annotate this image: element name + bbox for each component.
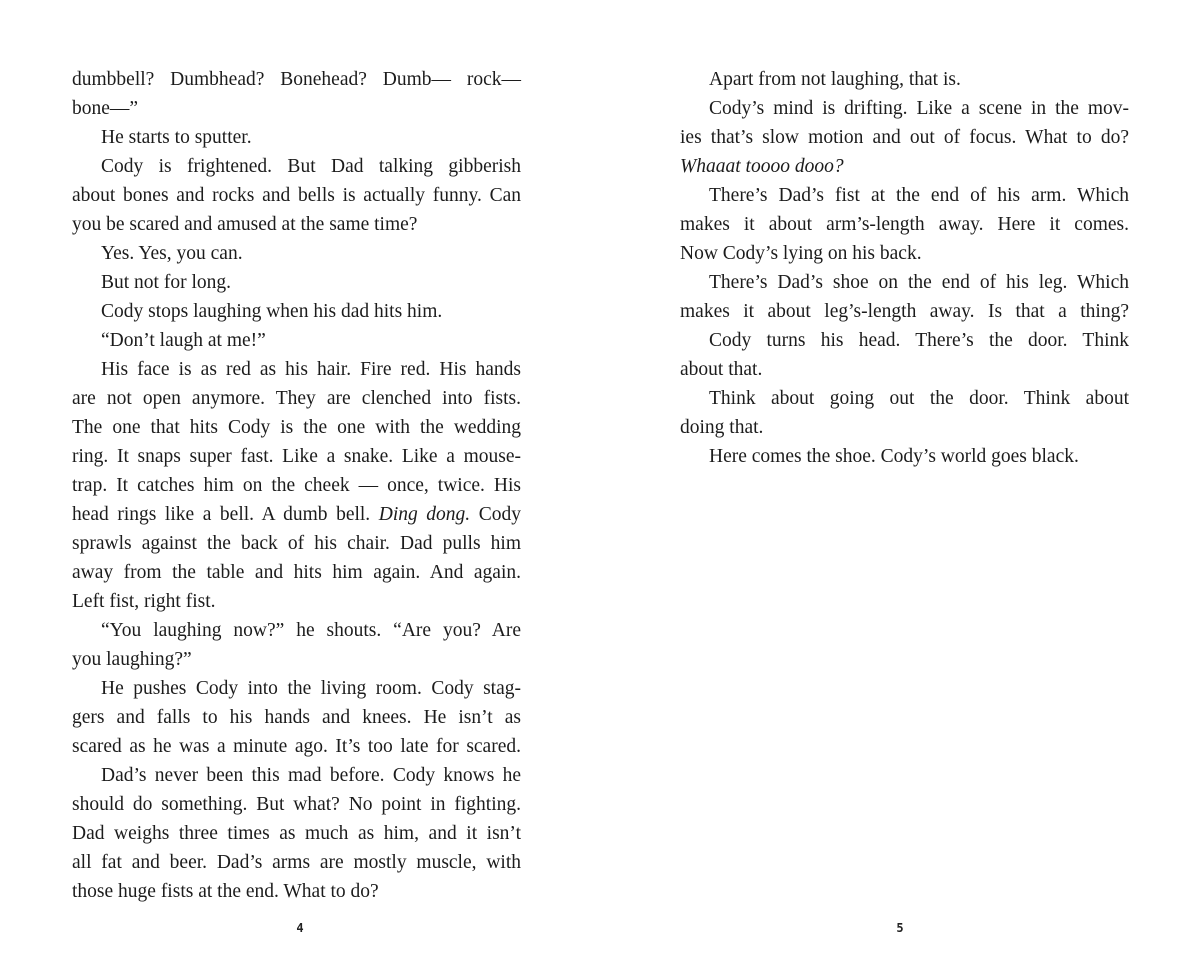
- line-text: dumbbell? Dumbhead? Bonehead? Dumb— rock—: [72, 69, 521, 90]
- text-line: [72, 239, 521, 268]
- text-line: [680, 239, 1129, 268]
- text-line: [680, 384, 1129, 413]
- right-page: [680, 65, 1129, 471]
- line-text: gers and falls to his hands and knees. He isn’t as: [72, 707, 521, 728]
- line-text: scared as he was a minute ago. It’s too late for scared.: [72, 736, 521, 757]
- line-text: The one that hits Cody is the one with the wedding: [72, 417, 521, 438]
- text-line: [680, 210, 1129, 239]
- line-text: There’s Dad’s shoe on the end of his leg. Which: [709, 272, 1129, 293]
- text-line: [680, 181, 1129, 210]
- text-line: [72, 761, 521, 790]
- italic-text: Ding dong.: [378, 504, 471, 525]
- page-number-right: 5: [896, 921, 904, 935]
- text-line: [72, 645, 521, 674]
- text-line: [72, 65, 521, 94]
- line-text: bone—”: [72, 98, 139, 119]
- line-text: Cody’s mind is drifting. Like a scene in the mov-: [709, 98, 1129, 119]
- text-line: [72, 732, 521, 761]
- line-text: His face is as red as his hair. Fire red. His hands: [101, 359, 521, 380]
- text-line: [680, 297, 1129, 326]
- text-line: [72, 268, 521, 297]
- text-line: [72, 123, 521, 152]
- line-text: those huge fists at the end. What to do?: [72, 881, 379, 902]
- text-line: [72, 384, 521, 413]
- line-text: Yes. Yes, you can.: [101, 243, 243, 264]
- text-line: [680, 413, 1129, 442]
- text-line: [680, 326, 1129, 355]
- line-text: away from the table and hits him again. And again.: [72, 562, 521, 583]
- line-text: are not open anymore. They are clenched into fists.: [72, 388, 521, 409]
- text-line: [680, 94, 1129, 123]
- text-line: [72, 587, 521, 616]
- italic-text: Whaaat toooo dooo?: [680, 156, 844, 177]
- line-text: Dad weighs three times as much as him, and it isn’t: [72, 823, 521, 844]
- line-text: Apart from not laughing, that is.: [709, 69, 961, 90]
- line-text: Think about going out the door. Think about: [709, 388, 1129, 409]
- text-line: [72, 442, 521, 471]
- line-text: makes it about arm’s-length away. Here it comes.: [680, 214, 1129, 235]
- line-text: There’s Dad’s fist at the end of his arm. Which: [709, 185, 1129, 206]
- text-line: [72, 848, 521, 877]
- line-text: you be scared and amused at the same time?: [72, 214, 418, 235]
- line-text: all fat and beer. Dad’s arms are mostly muscle, with: [72, 852, 521, 873]
- page-number-left: 4: [296, 921, 304, 935]
- line-text: Left fist, right fist.: [72, 591, 216, 612]
- line-text: makes it about leg’s-length away. Is that a thing?: [680, 301, 1129, 322]
- text-line: [72, 674, 521, 703]
- text-line: [72, 181, 521, 210]
- line-text: “You laughing now?” he shouts. “Are you? Are: [101, 620, 521, 641]
- text-line: [72, 152, 521, 181]
- line-text: He pushes Cody into the living room. Cody stag-: [101, 678, 521, 699]
- line-text: Cody turns his head. There’s the door. Think: [709, 330, 1129, 351]
- text-line: [680, 268, 1129, 297]
- line-text: doing that.: [680, 417, 764, 438]
- line-text: Dad’s never been this mad before. Cody knows he: [101, 765, 521, 786]
- line-text: ies that’s slow motion and out of focus. What to do?: [680, 127, 1129, 148]
- line-text: head rings like a bell. A dumb bell.: [72, 504, 379, 525]
- text-line: [680, 123, 1129, 152]
- text-line: [72, 413, 521, 442]
- line-text: you laughing?”: [72, 649, 192, 670]
- line-text: should do something. But what? No point in fighting.: [72, 794, 521, 815]
- line-text: about bones and rocks and bells is actually funny. Can: [72, 185, 521, 206]
- text-line: [680, 152, 1129, 181]
- text-line: [72, 529, 521, 558]
- text-line: [680, 355, 1129, 384]
- text-line: [680, 442, 1129, 471]
- line-text: He starts to sputter.: [101, 127, 252, 148]
- line-text: sprawls against the back of his chair. Dad pulls him: [72, 533, 521, 554]
- line-text: Cody is frightened. But Dad talking gibberish: [101, 156, 521, 177]
- text-line: [72, 471, 521, 500]
- text-line: [72, 326, 521, 355]
- text-line: [72, 297, 521, 326]
- text-line: [72, 500, 521, 529]
- line-text: Now Cody’s lying on his back.: [680, 243, 922, 264]
- line-text: Cody stops laughing when his dad hits him.: [101, 301, 443, 322]
- text-line: [72, 703, 521, 732]
- text-line: [72, 94, 521, 123]
- text-line: [72, 790, 521, 819]
- text-line: [72, 616, 521, 645]
- text-line: [72, 558, 521, 587]
- text-line: [680, 65, 1129, 94]
- line-text: But not for long.: [101, 272, 231, 293]
- left-page-text: [72, 65, 521, 906]
- text-line: [72, 819, 521, 848]
- text-line: [72, 877, 521, 906]
- line-text: ring. It snaps super fast. Like a snake. Like a mouse-: [72, 446, 521, 467]
- right-page-text: [680, 65, 1129, 471]
- line-text: Cody: [470, 504, 522, 525]
- left-page: [72, 65, 521, 906]
- text-line: [72, 210, 521, 239]
- line-text: trap. It catches him on the cheek — once, twice. His: [72, 475, 521, 496]
- line-text: Here comes the shoe. Cody’s world goes black.: [709, 446, 1079, 467]
- text-line: [72, 355, 521, 384]
- line-text: about that.: [680, 359, 763, 380]
- line-text: “Don’t laugh at me!”: [101, 330, 266, 351]
